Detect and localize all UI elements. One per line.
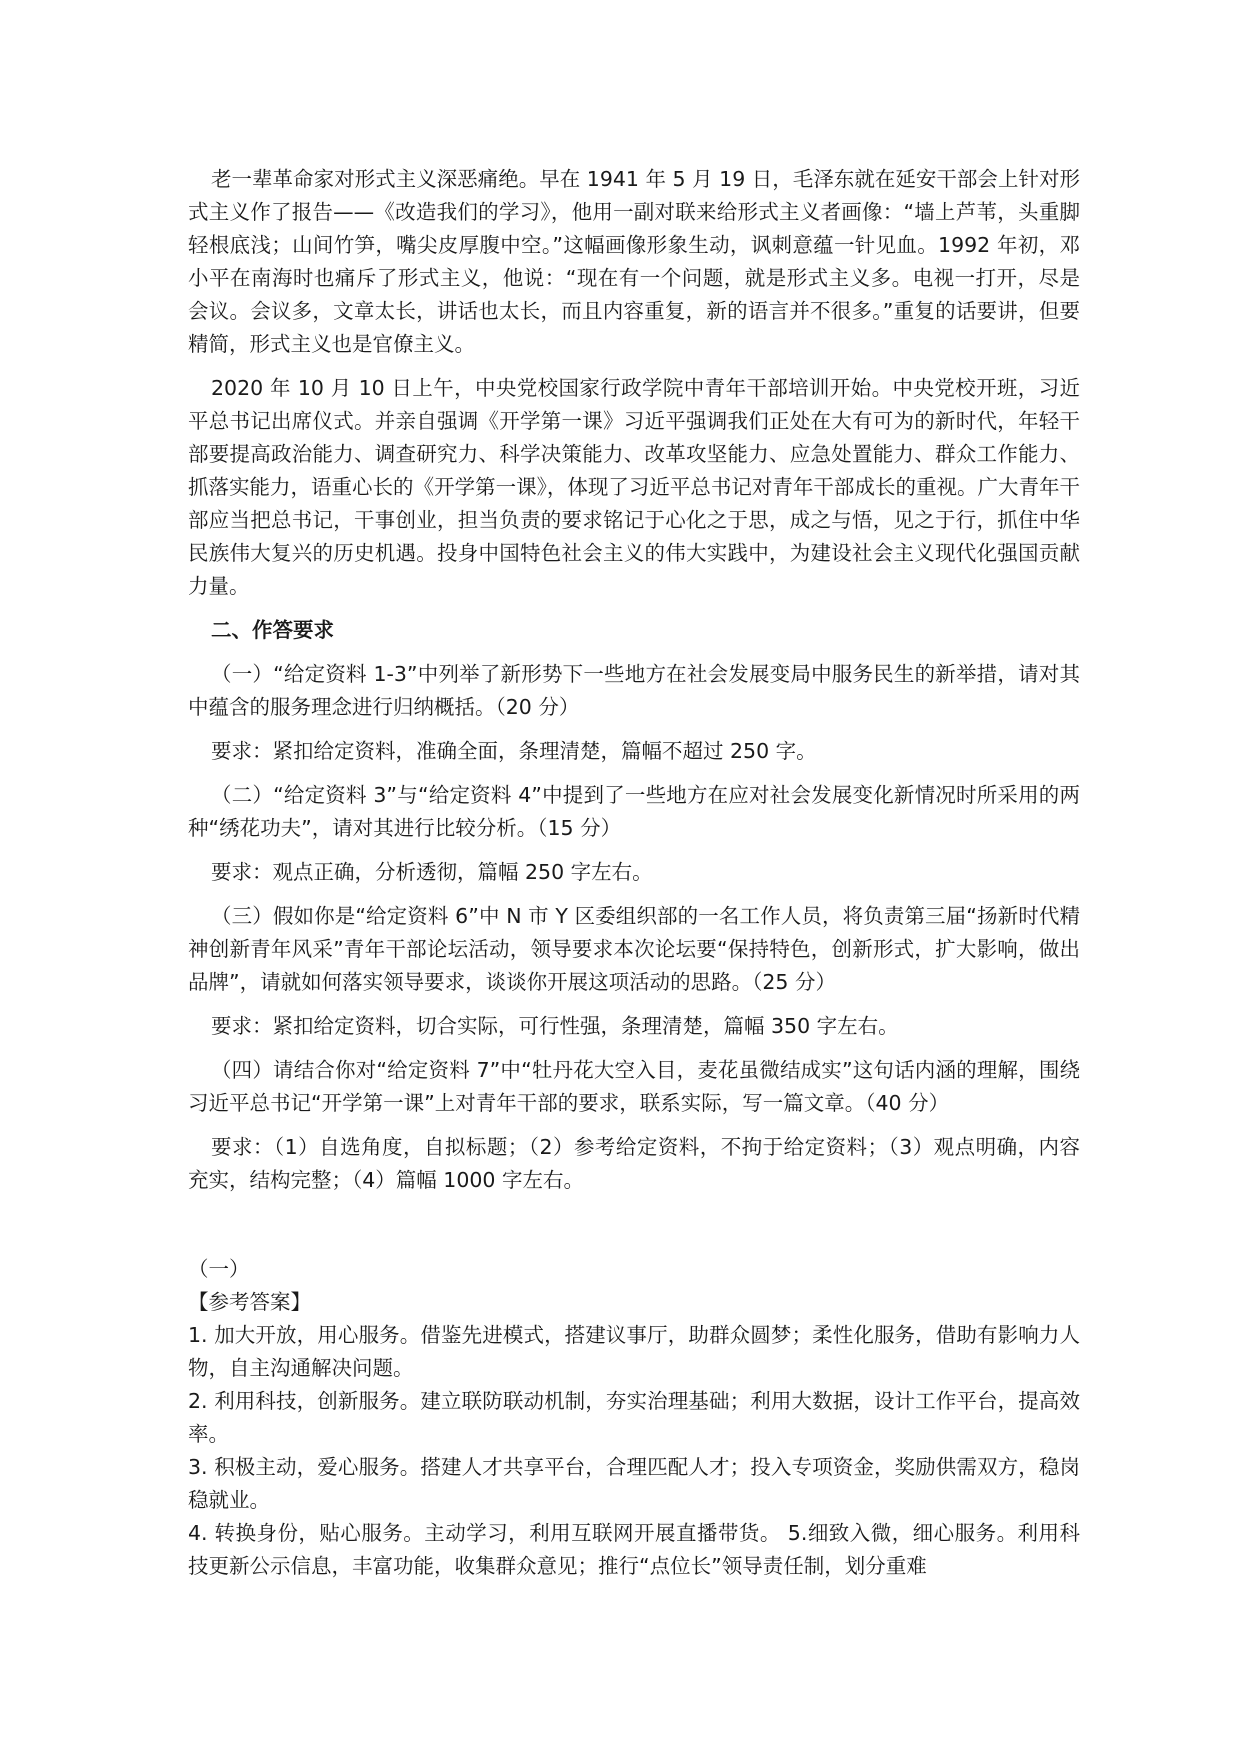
requirements-heading: 二、作答要求 [211, 618, 334, 642]
passage-paragraph-2: 2020 年 10 月 10 日上午，中央党校国家行政学院中青年干部培训开始。中央党校开班，习近平总书记出席仪式。并亲自强调《开学第一课》习近平强调我们正处在大有可为的新时代，年轻干部要提高政治能力、调查研究力、科学决策能力、改革攻坚能力、应急处置能力、群众工作能力、抓落实能力，语重心长的《开学第一课》，体现了习近平总书记对青年干部成长的重视。广大青年干部应当把总书记，干事创业，担当负责的要求铭记于心化之于思，成之与悟，见之于行，抓住中华民族伟大复兴的历史机遇。投身中国特色社会主义的伟大实践中，为建设社会主义现代化强国贡献力量。 [188, 376, 1080, 598]
answer-item-3: 3. 积极主动，爱心服务。搭建人才共享平台，合理匹配人才；投入专项资金，奖励供需双方，稳岗稳就业。 [188, 1455, 1080, 1512]
answer-item-4: 4. 转换身份，贴心服务。主动学习，利用互联网开展直播带货。 5.细致入微，细心服务。利用科技更新公示信息，丰富功能，收集群众意见；推行“点位长”领导责任制，划分重难 [188, 1521, 1080, 1578]
question-2: （二）“给定资料 3”与“给定资料 4”中提到了一些地方在应对社会发展变化新情况时所采用的两种“绣花功夫”，请对其进行比较分析。（15 分） [188, 783, 1080, 840]
answer-section-label: （一） [188, 1257, 250, 1281]
question-4: （四）请结合你对“给定资料 7”中“牡丹花大空入目，麦花虽微结成实”这句话内涵的理解，围绕习近平总书记“开学第一课”上对青年干部的要求，联系实际，写一篇文章。（40 分） [188, 1058, 1080, 1115]
question-4-requirement: 要求：（1）自选角度，自拟标题；（2）参考给定资料，不拘于给定资料；（3）观点明确，内容充实，结构完整；（4）篇幅 1000 字左右。 [188, 1135, 1080, 1192]
section-spacer [188, 1208, 1080, 1253]
answer-item-1: 1. 加大开放，用心服务。借鉴先进模式，搭建议事厅，助群众圆梦；柔性化服务，借助有影响力人物，自主沟通解决问题。 [188, 1323, 1080, 1380]
question-2-requirement: 要求：观点正确，分析透彻，篇幅 250 字左右。 [211, 860, 653, 884]
question-1-requirement: 要求：紧扣给定资料，准确全面，条理清楚，篇幅不超过 250 字。 [211, 739, 817, 763]
answer-title: 【参考答案】 [188, 1290, 311, 1314]
question-1: （一）“给定资料 1-3”中列举了新形势下一些地方在社会发展变局中服务民生的新举措，请对其中蕴含的服务理念进行归纳概括。（20 分） [188, 662, 1080, 719]
passage-paragraph-1: 老一辈革命家对形式主义深恶痛绝。早在 1941 年 5 月 19 日，毛泽东就在延安干部会上针对形式主义作了报告——《改造我们的学习》，他用一副对联来给形式主义者画像：“墙上芦苇，头重脚轻根底浅；山间竹笋，嘴尖皮厚腹中空。”这幅画像形象生动，讽刺意蕴一针见血。1992 年初，邓小平在南海时也痛斥了形式主义，他说：“现在有一个问题，就是形式主义多。电视一打开，尽是会议。会议多，文章太长，讲话也太长，而且内容重复，新的语言并不很多。”重复的话要讲，但要精简，形式主义也是官僚主义。 [188, 167, 1080, 356]
answer-block [188, 1253, 1080, 1583]
question-3-requirement: 要求：紧扣给定资料，切合实际，可行性强，条理清楚，篇幅 350 字左右。 [211, 1014, 899, 1038]
answer-item-2: 2. 利用科技，创新服务。建立联防联动机制，夯实治理基础；利用大数据，设计工作平台，提高效率。 [188, 1389, 1080, 1446]
document-content [188, 163, 1080, 1583]
question-3: （三）假如你是“给定资料 6”中 N 市 Y 区委组织部的一名工作人员，将负责第三届“扬新时代精神创新青年风采”青年干部论坛活动，领导要求本次论坛要“保持特色，创新形式，扩大影响，做出品牌”，请就如何落实领导要求，谈谈你开展这项活动的思路。（25 分） [188, 904, 1080, 994]
